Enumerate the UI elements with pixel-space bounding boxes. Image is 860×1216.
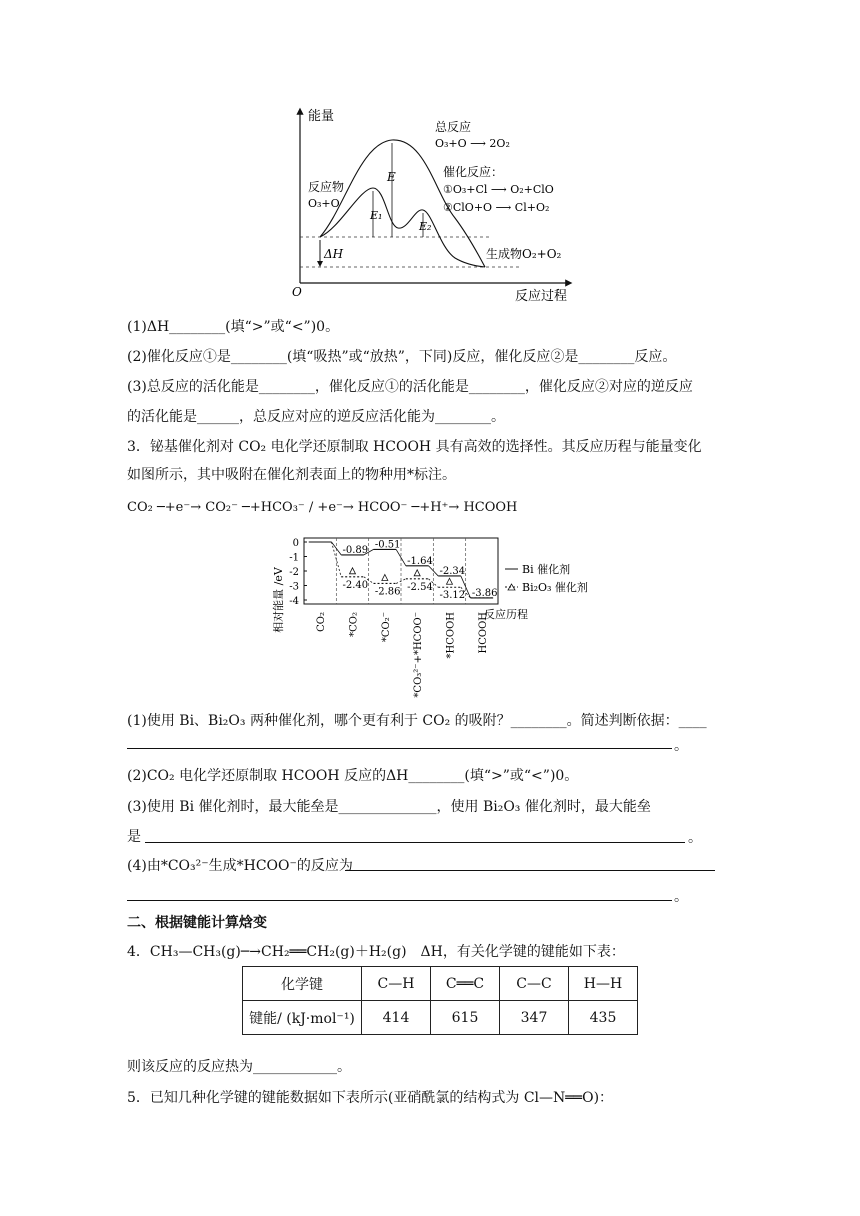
data-label: -0.51: [374, 539, 401, 551]
data-label: -2.54: [407, 581, 433, 593]
y-tick-label: -3: [289, 581, 299, 593]
data-label: -3.12: [439, 590, 466, 602]
q2-part1: (1)ΔH________(填“>”或“<”)0。: [127, 319, 340, 335]
table-cell: 414: [362, 1001, 431, 1035]
label-E1: E₁: [370, 209, 383, 222]
triangle-marker: [350, 568, 356, 574]
q5-stem: 5．已知几种化学键的键能数据如下表所示(亚硝酰氯的结构式为 Cl—N══O)：: [127, 1090, 614, 1106]
data-label: -2.86: [374, 586, 401, 598]
overall-title: 总反应: [435, 120, 472, 134]
q3-part3b: 是: [127, 829, 141, 845]
data-label: -3.86: [471, 587, 498, 599]
q2-part2: (2)催化反应①是________(填“吸热”或“放热”，下同)反应，催化反应②是________反应。: [127, 349, 677, 365]
q3-part1b: 。: [674, 738, 688, 754]
legend-bi2o3: Bi₂O₃ 催化剂: [522, 581, 588, 594]
data-label: -2.40: [342, 579, 369, 591]
energy-diagram: [280, 98, 590, 308]
x-tick-label: HCOOH: [477, 612, 489, 654]
x-tick-label: *CO₂⁻: [380, 612, 392, 643]
table-cell: C══C: [431, 967, 500, 1001]
triangle-marker: [414, 570, 420, 576]
data-label: -2.34: [439, 565, 466, 577]
section-title: 二、根据键能计算焓变: [127, 915, 267, 931]
q3-part2: (2)CO₂ 电化学还原制取 HCOOH 反应的ΔH________(填“>”或“<”)0。: [127, 768, 579, 784]
x-tick-label: *CO₃²⁻+*HCOO⁻: [413, 612, 425, 698]
bond-energy-table: [242, 966, 638, 1035]
y-tick-label: 0: [292, 538, 299, 549]
q3-part4b: 。: [674, 889, 688, 905]
table-cell: H—H: [569, 967, 638, 1001]
data-label: -0.89: [342, 544, 369, 556]
answer-line: [345, 870, 715, 871]
catalytic-title: 催化反应：: [443, 165, 504, 179]
q3-stem-line1: 3．铋基催化剂对 CO₂ 电化学还原制取 HCOOH 具有高效的选择性。其反应历程与能量变化: [127, 439, 702, 455]
overall-equation: O₃+O ⟶ 2O₂: [435, 137, 510, 150]
q2-part3a: (3)总反应的活化能是________，催化反应①的活化能是________，催化反应②对应的逆反应: [127, 379, 693, 395]
catalytic-equation-2: ②ClO+O ⟶ Cl+O₂: [443, 201, 550, 214]
q4-answer-prompt: 则该反应的反应热为____________。: [127, 1059, 351, 1075]
table-cell: 键能/ (kJ·mol⁻¹): [243, 1001, 362, 1035]
data-label: -1.64: [407, 555, 433, 567]
table-cell: 435: [569, 1001, 638, 1035]
reactant-label: 反应物: [308, 180, 345, 194]
origin-label: O: [292, 285, 302, 299]
q3-part4a: (4)由*CO₃²⁻生成*HCOO⁻的反应为: [127, 858, 353, 874]
table-cell: 化学键: [243, 967, 362, 1001]
table-cell: C—H: [362, 967, 431, 1001]
q3-stem-line2: 如图所示，其中吸附在催化剂表面上的物种用*标注。: [127, 467, 456, 483]
label-E: E: [387, 170, 396, 184]
reaction-energy-chart: [260, 530, 600, 700]
table-row: [243, 967, 638, 1001]
answer-line: [127, 900, 672, 901]
y-tick-label: -2: [289, 567, 299, 578]
table-cell: 347: [500, 1001, 569, 1035]
answer-line: [145, 842, 685, 843]
chart-x-label: 反应历程: [484, 608, 528, 621]
chart-y-label: 相对能量 /eV: [272, 567, 285, 633]
label-dH: ΔH: [324, 247, 344, 261]
product-label: 生成物O₂+O₂: [486, 247, 562, 261]
q4-stem: 4．CH₃—CH₃(g)─→CH₂══CH₂(g)＋H₂(g) ΔH，有关化学键的键能如下表：: [127, 944, 625, 960]
catalytic-equation-1: ①O₃+Cl ⟶ O₂+ClO: [443, 183, 554, 196]
x-tick-label: *HCOOH: [445, 612, 457, 659]
x-tick-label: *CO₂: [348, 612, 360, 637]
x-tick-label: CO₂: [316, 612, 328, 632]
q3-part3c: 。: [688, 830, 702, 846]
label-E2: E₂: [419, 220, 432, 233]
reactant-formula: O₃+O: [308, 197, 340, 210]
table-cell: 615: [431, 1001, 500, 1035]
q2-part3b: 的活化能是______，总反应对应的逆反应活化能为________。: [127, 409, 505, 425]
q3-part1a: (1)使用 Bi、Bi₂O₃ 两种催化剂，哪个更有利于 CO₂ 的吸附？________。简述判断依据：____: [127, 713, 707, 729]
q3-part3a: (3)使用 Bi 催化剂时，最大能垒是______________，使用 Bi₂O₃ 催化剂时，最大能垒: [127, 799, 651, 815]
x-axis-label: 反应过程: [515, 289, 568, 304]
table-cell: C—C: [500, 967, 569, 1001]
y-tick-label: -1: [289, 552, 299, 564]
table-row: [243, 1001, 638, 1035]
legend-bi: Bi 催化剂: [522, 563, 571, 576]
y-axis-label: 能量: [308, 109, 335, 124]
triangle-marker: [382, 574, 388, 580]
triangle-marker: [447, 578, 453, 584]
q3-pathway: CO₂ ─+e⁻→ CO₂⁻ ─+HCO₃⁻ / +e⁻→ HCOO⁻ ─+H⁺→ HCOOH: [127, 500, 518, 515]
answer-line: [127, 748, 672, 749]
y-tick-label: -4: [289, 596, 299, 607]
